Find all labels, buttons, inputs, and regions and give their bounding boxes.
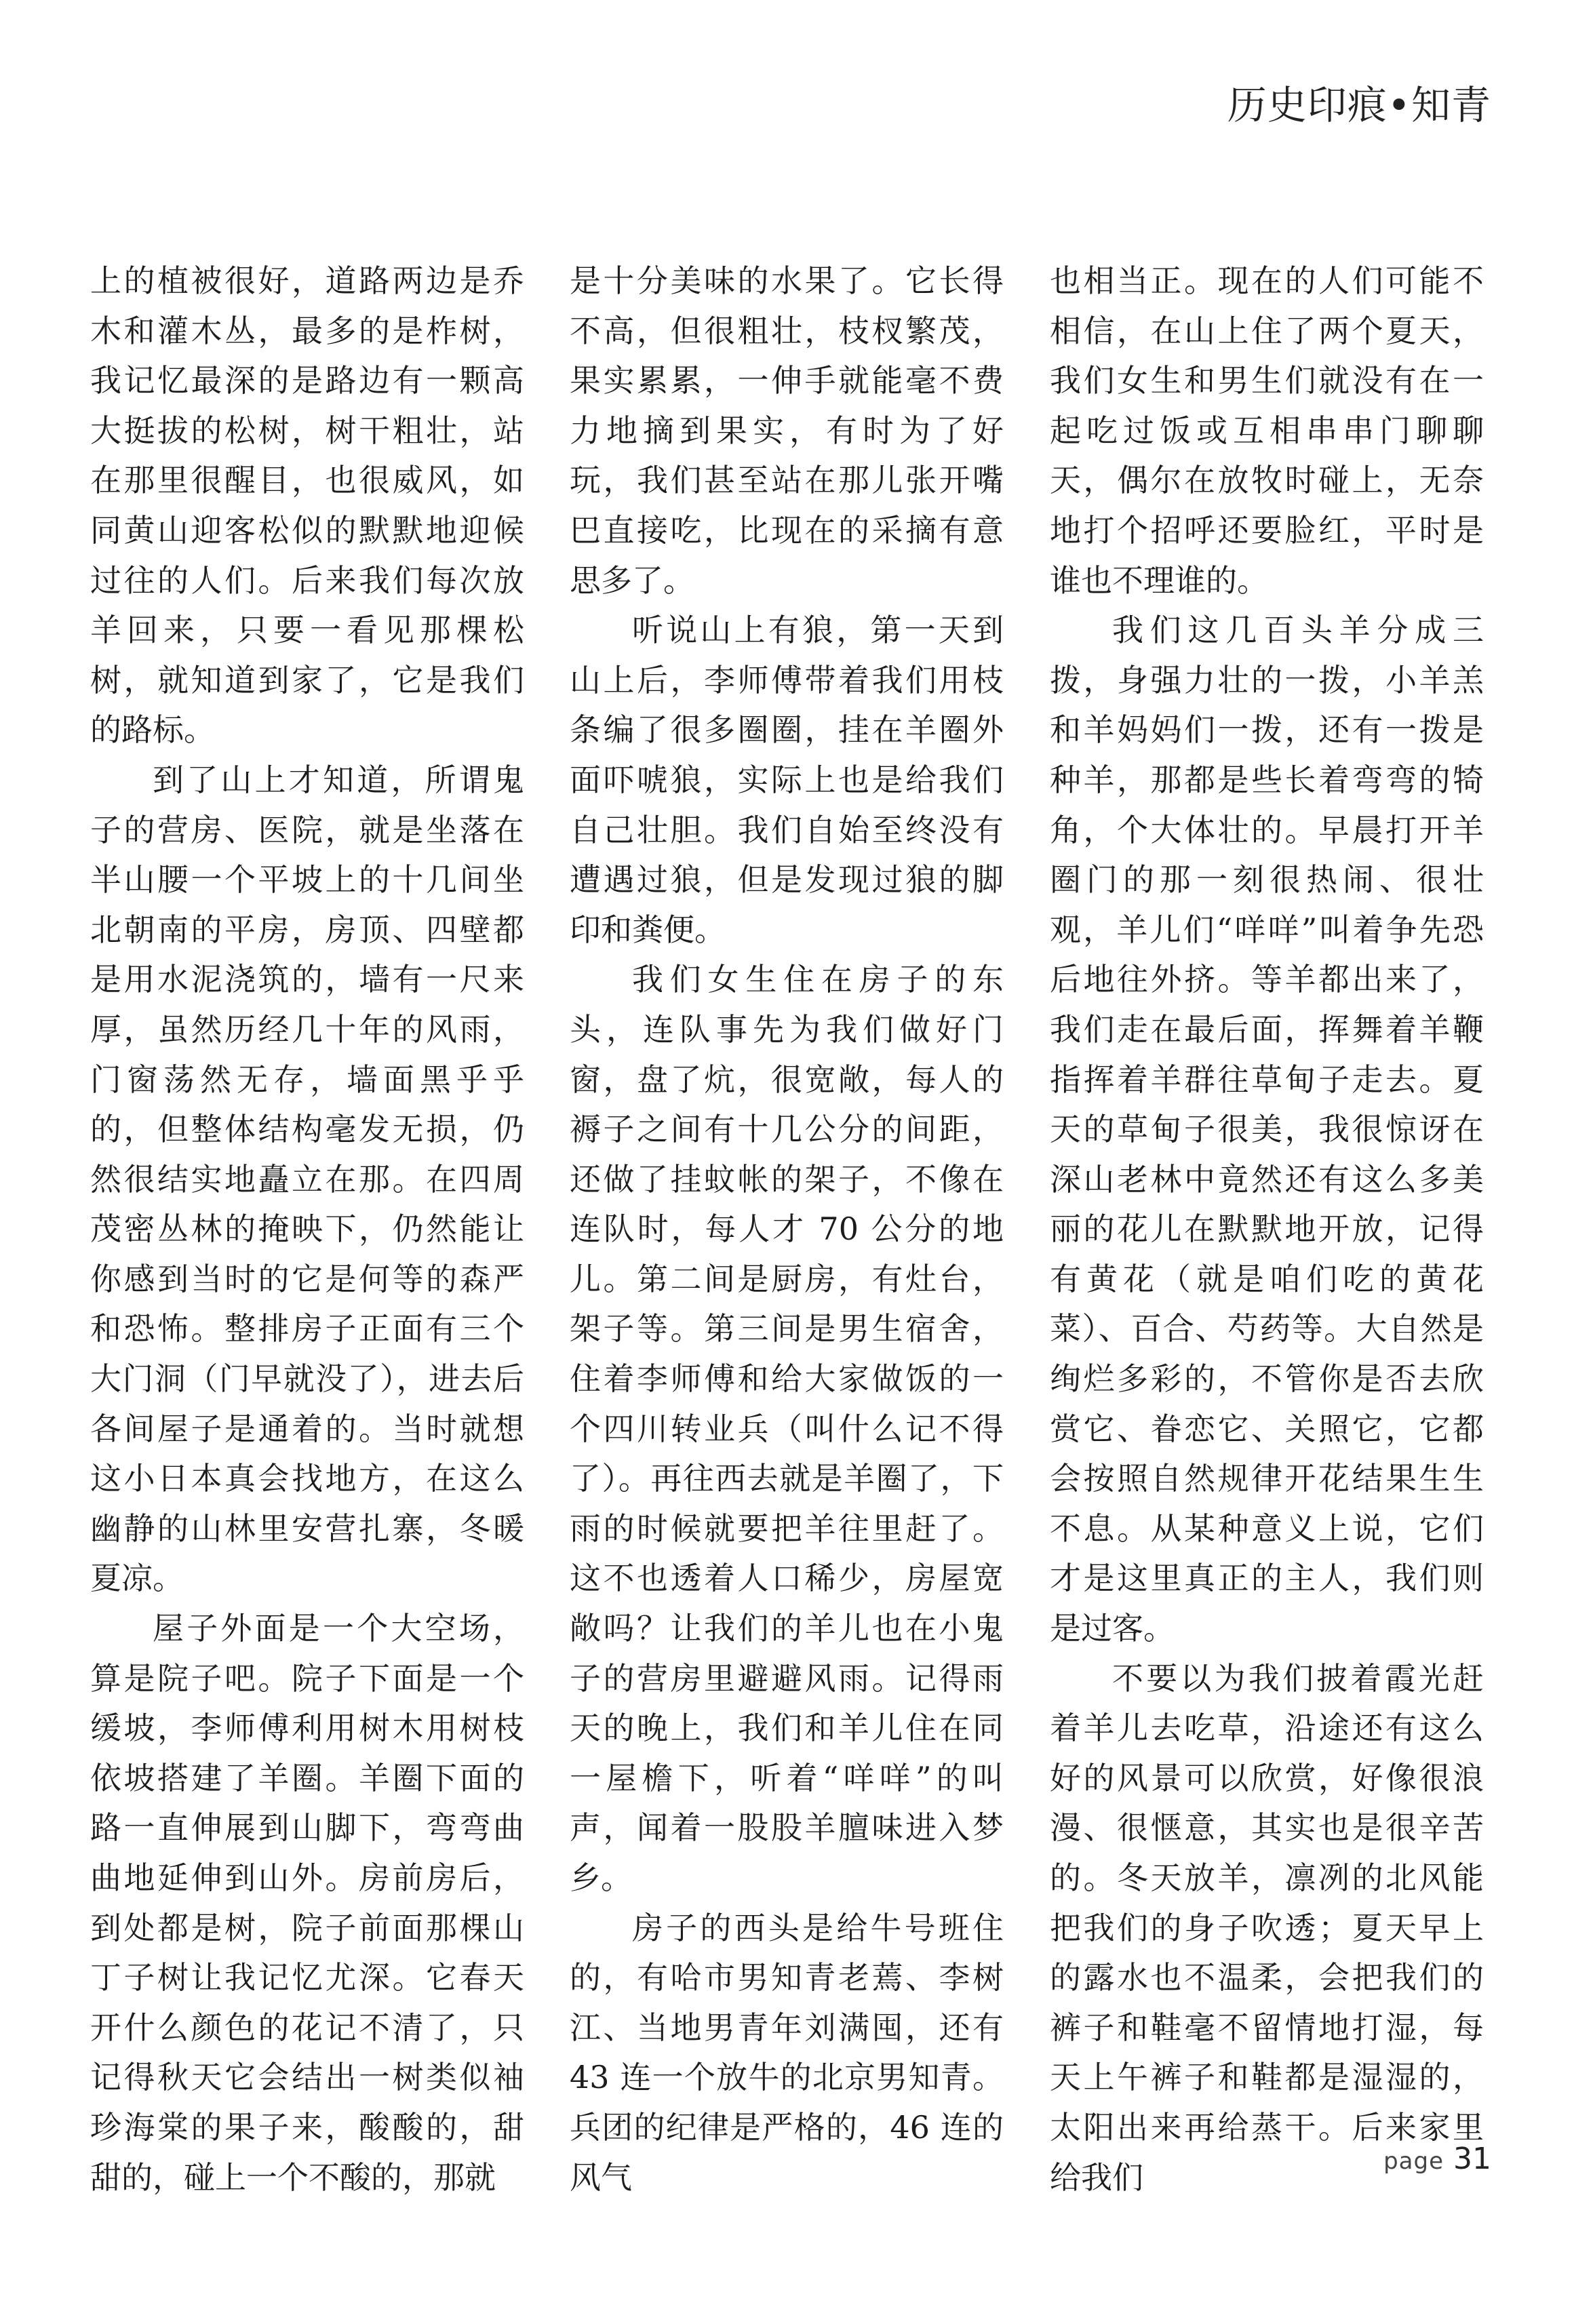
paragraph: 也相当正。现在的人们可能不相信，在山上住了两个夏天，我们女生和男生们就没有在一起吃过饭或互相串串门聊聊天，偶尔在放牧时碰上，无奈地打个招呼还要脸红，平时是谁也不理谁的。 <box>1050 262 1484 599</box>
paragraph: 听说山上有狼，第一天到山上后，李师傅带着我们用枝条编了很多圈圈，挂在羊圈外面吓唬狼，实际上也是给我们自己壮胆。我们自始至终没有遭遇过狼，但是发现过狼的脚印和粪便。 <box>570 612 1004 948</box>
text-column-2 <box>570 256 1004 2196</box>
page-label: page <box>1383 2148 1444 2175</box>
page-number: 31 <box>1453 2142 1491 2176</box>
text-column-1 <box>90 256 524 2196</box>
section-header: 历史印痕•知青 <box>1227 82 1491 128</box>
page-footer <box>1383 2142 1491 2176</box>
paragraph: 屋子外面是一个大空场，算是院子吧。院子下面是一个缓坡，李师傅利用树木用树枝依坡搭建了羊圈。羊圈下面的路一直伸展到山脚下，弯弯曲曲地延伸到山外。房前房后，到处都是树，院子前面那棵山丁子树让我记忆尤深。它春天开什么颜色的花记不清了，只记得秋天它会结出一树类似袖珍海棠的果子来，酸酸的，甜甜的，碰上一个不酸的，那就 <box>90 1610 524 2196</box>
paragraph: 我们这几百头羊分成三拨，身强力壮的一拨，小羊羔和羊妈妈们一拨，还有一拨是种羊，那都是些长着弯弯的犄角，个大体壮的。早晨打开羊圈门的那一刻很热闹、很壮观，羊儿们“咩咩”叫着争先恐后地往外挤。等羊都出来了，我们走在最后面，挥舞着羊鞭指挥着羊群往草甸子走去。夏天的草甸子很美，我很惊讶在深山老林中竟然还有这么多美丽的花儿在默默地开放，记得有黄花（就是咱们吃的黄花菜）、百合、芍药等。大自然是绚烂多彩的，不管你是否去欣赏它、眷恋它、关照它，它都会按照自然规律开花结果生生不息。从某种意义上说，它们才是这里真正的主人，我们则是过客。 <box>1050 612 1484 1647</box>
paragraph: 到了山上才知道，所谓鬼子的营房、医院，就是坐落在半山腰一个平坡上的十几间坐北朝南的平房，房顶、四壁都是用水泥浇筑的，墙有一尺来厚，虽然历经几十年的风雨，门窗荡然无存，墙面黑乎乎的，但整体结构毫发无损，仍然很结实地矗立在那。在四周茂密丛林的掩映下，仍然能让你感到当时的它是何等的森严和恐怖。整排房子正面有三个大门洞（门早就没了），进去后各间屋子是通着的。当时就想这小日本真会找地方，在这么幽静的山林里安营扎寨，冬暖夏凉。 <box>90 761 524 1597</box>
paragraph: 房子的西头是给牛号班住的，有哈市男知青老蔫、李树江、当地男青年刘满囤，还有 43 连一个放牛的北京男知青。兵团的纪律是严格的，46 连的风气 <box>570 1909 1004 2196</box>
paragraph: 是十分美味的水果了。它长得不高，但很粗壮，枝杈繁茂，果实累累，一伸手就能毫不费力地摘到果实，有时为了好玩，我们甚至站在那儿张开嘴巴直接吃，比现在的采摘有意思多了。 <box>570 262 1004 599</box>
paragraph: 我们女生住在房子的东头，连队事先为我们做好门窗，盘了炕，很宽敞，每人的褥子之间有十几公分的间距，还做了挂蚊帐的架子，不像在连队时，每人才 70 公分的地儿。第二间是厨房，有灶台，架子等。第三间是男生宿舍，住着李师傅和给大家做饭的一个四川转业兵（叫什么记不得了）。再往西去就是羊圈了，下雨的时候就要把羊往里赶了。这不也透着人口稀少，房屋宽敞吗？让我们的羊儿也在小鬼子的营房里避避风雨。记得雨天的晚上，我们和羊儿住在同一屋檐下，听着“咩咩”的叫声，闻着一股股羊膻味进入梦乡。 <box>570 961 1004 1896</box>
paragraph: 上的植被很好，道路两边是乔木和灌木丛，最多的是柞树，我记忆最深的是路边有一颗高大挺拔的松树，树干粗壮，站在那里很醒目，也很威风，如同黄山迎客松似的默默地迎候过往的人们。后来我们每次放羊回来，只要一看见那棵松树，就知道到家了，它是我们的路标。 <box>90 262 524 749</box>
paragraph: 不要以为我们披着霞光赶着羊儿去吃草，沿途还有这么好的风景可以欣赏，好像很浪漫、很惬意，其实也是很辛苦的。冬天放羊，凛冽的北风能把我们的身子吹透；夏天早上的露水也不温柔，会把我们的裤子和鞋毫不留情地打湿，每天上午裤子和鞋都是湿湿的，太阳出来再给蒸干。后来家里给我们 <box>1050 1659 1484 2196</box>
